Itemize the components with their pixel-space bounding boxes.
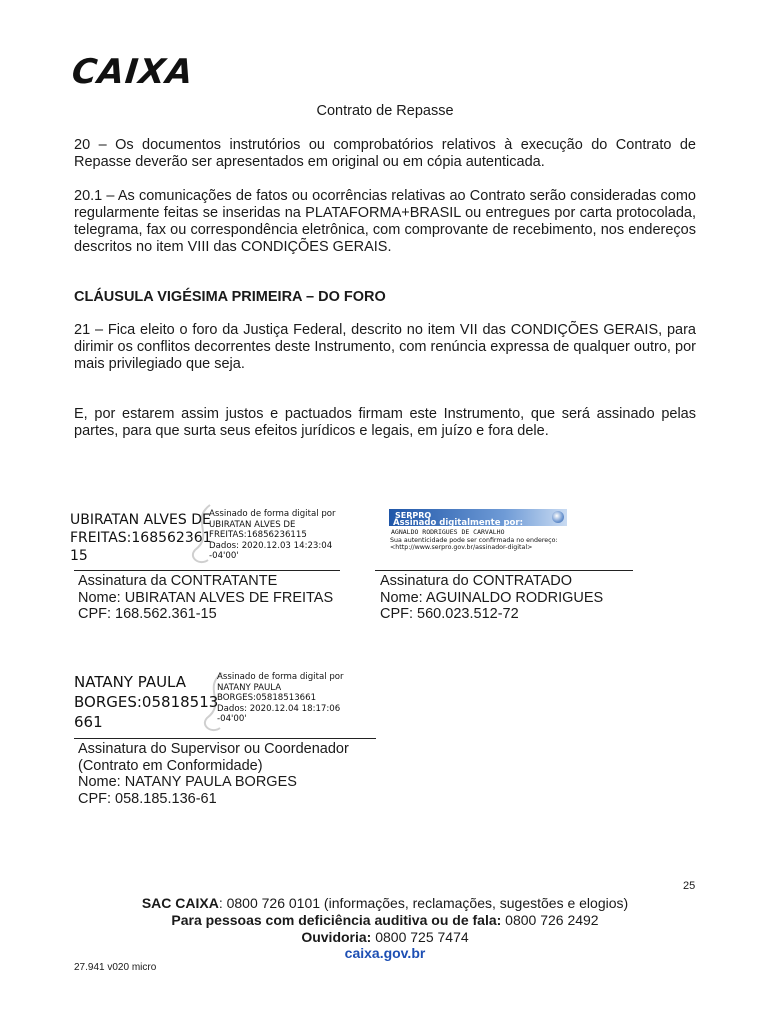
footer-site-row [0,945,770,962]
serpro-verification: Sua autenticidade pode ser confirmada no endereço: <http://www.serpro.gov.br/assinador-digital> [390,537,558,551]
contratado-signature-block: Assinatura do CONTRATADO Nome: AGUINALDO RODRIGUES CPF: 560.023.512-72 [380,573,604,622]
footer-sac: SAC CAIXA: 0800 726 0101 (informações, reclamações, sugestões e elogios) [141,895,629,911]
footer-ouvidoria: Ouvidoria: 0800 725 7474 [301,929,469,945]
serpro-seal-icon [552,511,564,523]
footer-deaf-line: Para pessoas com deficiência auditiva ou de fala: 0800 726 2492 [171,912,599,928]
supervisor-digital-name: NATANY PAULA BORGES:05818513 661 [74,673,219,731]
clause-20: 20 – Os documentos instrutórios ou comprobatórios relativos à execução do Contrato de Repasse deverão ser apresentados em original ou em cópia autenticada. [74,137,696,170]
serpro-signature-stamp [389,509,567,551]
serpro-banner [389,509,567,526]
serpro-title: Assinado digitalmente por: [393,518,523,528]
clause-20-1: 20.1 – As comunicações de fatos ou ocorrências relativas ao Contrato serão consideradas como regularmente feitas se inseridas na PLATAFORMA+BRASIL ou entregues por carta protocolada, telegrama, fax ou correspondência eletrônica, com comprovante de recebimento, nos endereços descritos no item VIII das CONDIÇÕES GERAIS. [74,188,696,255]
caixa-site-link[interactable]: caixa.gov.br [344,945,426,961]
contratante-signature-line [74,570,340,571]
supervisor-signature-block: Assinatura do Supervisor ou Coordenador (Contrato em Conformidade) Nome: NATANY PAULA BORGES CPF: 058.185.136-61 [78,741,349,807]
document-code: 27.941 v020 micro [74,962,157,973]
serpro-signer-name: AGNALDO RODRIGUES DE CARVALHO [391,528,505,536]
page-number: 25 [683,880,696,892]
contratante-signature-block: Assinatura da CONTRATANTE Nome: UBIRATAN ALVES DE FREITAS CPF: 168.562.361-15 [78,573,334,622]
caixa-logo: CAIXA [69,52,196,92]
document-title: Contrato de Repasse [316,103,454,119]
contratado-signature-line [375,570,633,571]
clause-21-heading: CLÁUSULA VIGÉSIMA PRIMEIRA – DO FORO [74,289,386,305]
contratante-digital-meta: Assinado de forma digital por UBIRATAN ALVES DE FREITAS:16856236115 Dados: 2020.12.03 14:23:04 -04'00' [209,509,336,561]
serpro-logo: SERPRO [395,511,432,520]
clause-21: 21 – Fica eleito o foro da Justiça Federal, descrito no item VII das CONDIÇÕES GERAIS, para dirimir os conflitos decorrentes deste Instrumento, com renúncia expressa de qualquer outro, por mais privilegiado que seja. [74,322,696,372]
supervisor-signature-line [74,738,376,739]
supervisor-digital-meta: Assinado de forma digital por NATANY PAULA BORGES:05818513661 Dados: 2020.12.04 18:17:06 -04'00' [217,672,344,724]
contratante-digital-name: UBIRATAN ALVES DE FREITAS:168562361 15 [70,512,212,564]
closing-paragraph: E, por estarem assim justos e pactuados firmam este Instrumento, que será assinado pelas partes, para que surta seus efeitos jurídicos e legais, em juízo e fora dele. [74,406,696,439]
